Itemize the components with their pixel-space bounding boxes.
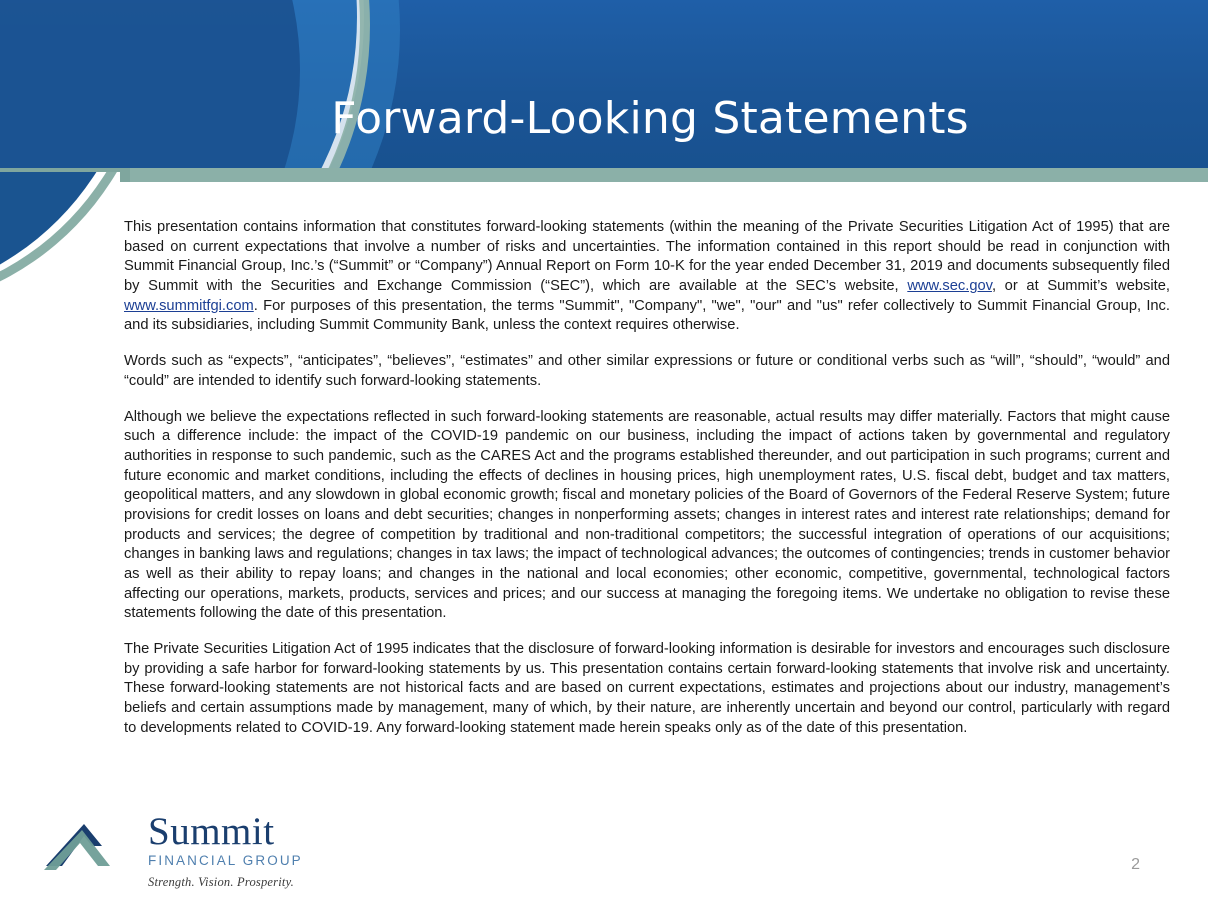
summit-mountain-icon (44, 816, 140, 874)
header-decorative-arc-green (0, 0, 370, 172)
paragraph-3: Although we believe the expectations reflected in such forward-looking statements are reasonable, actual results may differ materially. Factors that might cause such a difference include: the impact of the COVID-19 pandemic on our business, including the impact of actions taken by governmental and regulatory authorities in response to such pandemic, such as the CARES Act and the programs established thereunder, and out participation in such programs; current and future economic and market conditions, including the effects of declines in housing prices, high unemployment rates, U.S. fiscal debt, budget and tax matters, geopolitical matters, and any slowdown in global economic growth; fiscal and monetary policies of the Board of Governors of the Federal Reserve System; future provisions for credit losses on loans and debt securities; changes in nonperforming assets; changes in interest rates and interest rate relationships; demand for products and services; the degree of competition by traditional and non-traditional competitors; the successful integration of operations of our acquisitions; changes in banking laws and regulations; changes in tax laws; the impact of technological advances; the outcomes of contingencies; trends in customer behavior as well as their ability to repay loans; and changes in the national and local economies; other economic, competitive, governmental, technological factors affecting our operations, markets, products, services and prices; and our success at managing the foregoing items. We undertake no obligation to revise these statements following the date of this presentation. (124, 408, 1170, 622)
left-arc-green (0, 172, 120, 310)
logo-wordmark (148, 812, 318, 890)
paragraph-4: The Private Securities Litigation Act of 1995 indicates that the disclosure of forward-looking information is desirable for investors and encourages such disclosure by providing a safe harbor for forward-looking statements by us. This presentation contains certain forward-looking statements that involve risk and uncertainty. These forward-looking statements are not historical facts and are based on current expectations, estimates and projections about our industry, management’s beliefs and certain assumptions made by management, many of which, by their nature, are inherently uncertain and beyond our control, particularly with regard to developments related to COVID-19. Any forward-looking statement made herein speaks only as of the date of this presentation. (124, 641, 1170, 736)
logo-name: Summit (148, 810, 275, 853)
header-rule (130, 168, 1208, 182)
page-number: 2 (1131, 856, 1140, 873)
disclaimer-body (124, 218, 1170, 739)
company-logo (44, 810, 303, 896)
inline-link[interactable]: www.sec.gov (907, 278, 992, 295)
logo-tagline: Strength. Vision. Prosperity. (148, 875, 294, 889)
paragraph-1: This presentation contains information that constitutes forward-looking statements (within the meaning of the Private Securities Litigation Act of 1995) that are based on current expectations that involve a number of risks and uncertainties. The information contained in this report should be read in conjunction with Summit Financial Group, Inc.’s (“Summit” or “Company”) Annual Report on Form 10-K for the year ended December 31, 2019 and documents subsequently filed by Summit with the Securities and Exchange Commission (“SEC”), which are available at the SEC’s website, www.sec.gov, or at Summit’s website, www.summitfgi.com. For purposes of this presentation, the terms "Summit", "Company", "we", "our" and "us" refer collectively to Summit Financial Group, Inc. and its subsidiaries, including Summit Community Bank, unless the context requires otherwise. (124, 219, 1170, 334)
page-title: Forward-Looking Statements (331, 93, 969, 144)
slide-header-band (0, 0, 1208, 172)
left-decorative-panel (0, 172, 120, 904)
logo-subtitle: FINANCIAL GROUP (148, 853, 303, 868)
inline-link[interactable]: www.summitfgi.com (124, 297, 254, 314)
paragraph-2: Words such as “expects”, “anticipates”, “believes”, “estimates” and other similar expressions or future or conditional verbs such as “will”, “should”, “would” and “could” are intended to identify such forward-looking statements. (124, 353, 1170, 389)
